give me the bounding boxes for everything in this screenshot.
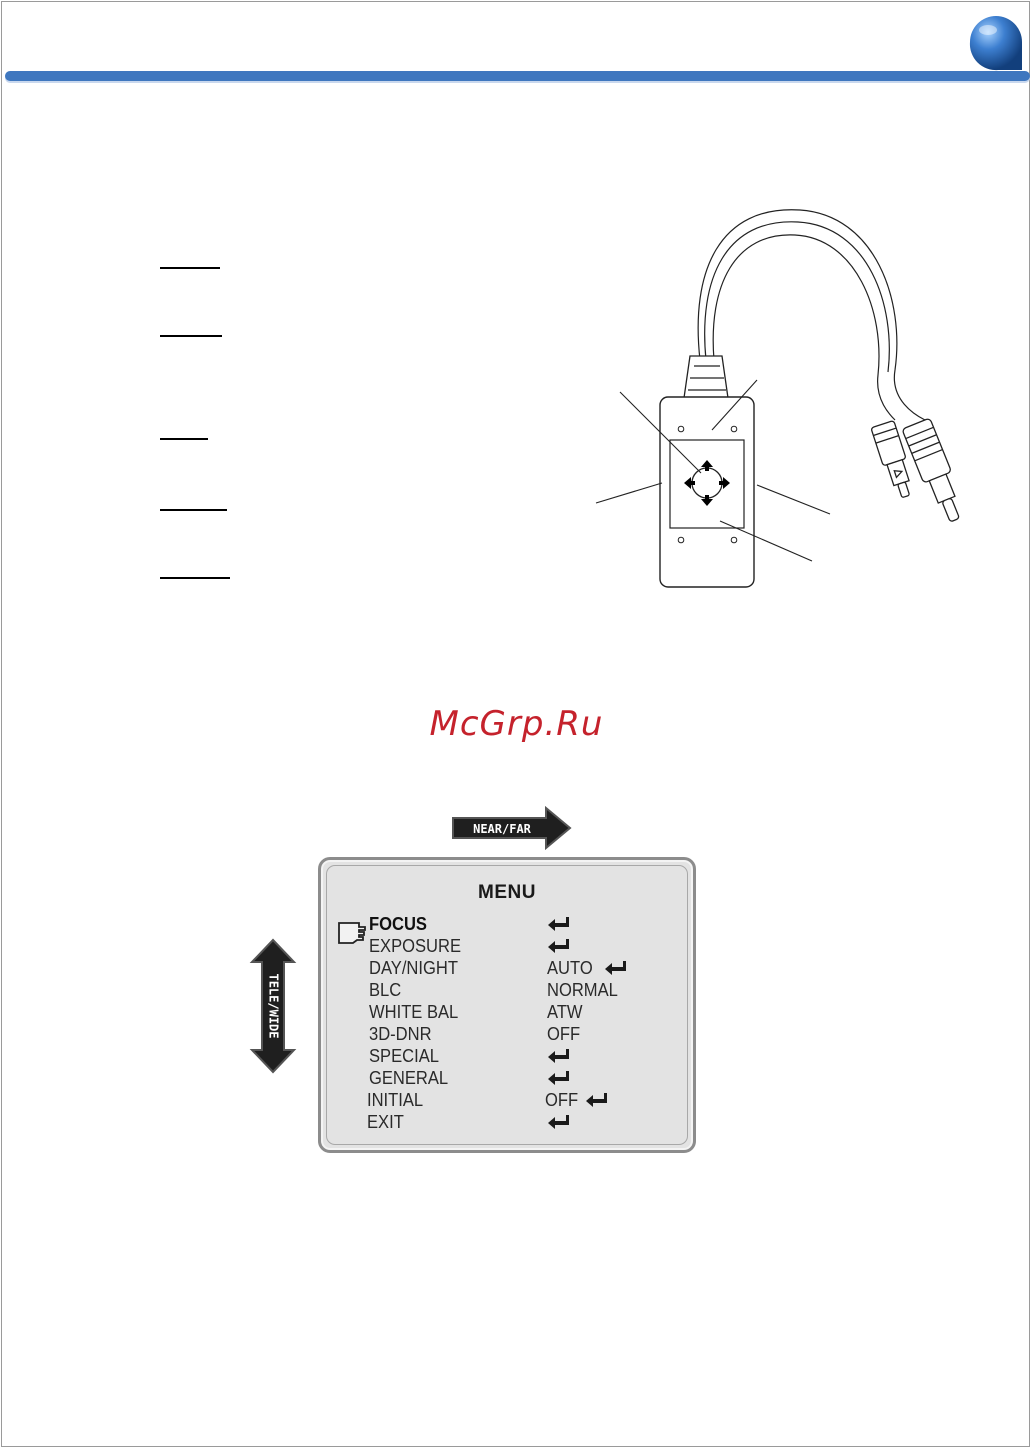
menu-row-white-bal[interactable] <box>321 1002 693 1024</box>
menu-row-label: EXPOSURE <box>369 936 462 956</box>
enter-icon <box>585 1092 609 1108</box>
menu-row-label: FOCUS <box>369 914 427 934</box>
menu-row-value: OFF <box>545 1090 579 1110</box>
menu-row-initial[interactable] <box>321 1090 693 1112</box>
tele-wide-label: TELE/WIDE <box>266 973 281 1039</box>
menu-row-3d-dnr[interactable] <box>321 1024 693 1046</box>
menu-row-label: EXIT <box>367 1112 404 1132</box>
menu-row-special[interactable] <box>321 1046 693 1068</box>
menu-row-value: AUTO <box>547 958 593 978</box>
menu-row-value: OFF <box>547 1024 581 1044</box>
enter-icon <box>604 960 628 976</box>
near-far-label: NEAR/FAR <box>473 822 531 836</box>
menu-row-focus[interactable] <box>321 914 693 936</box>
menu-row-value: ATW <box>547 1002 583 1022</box>
menu-row-label: INITIAL <box>367 1090 424 1110</box>
osd-menu-panel <box>318 857 696 1153</box>
enter-icon <box>547 938 571 954</box>
menu-row-label: GENERAL <box>369 1068 449 1088</box>
label-underline-1 <box>160 267 220 269</box>
logo-sphere-icon <box>964 12 1028 72</box>
menu-row-day-night[interactable] <box>321 958 693 980</box>
label-underline-2 <box>160 335 222 337</box>
menu-row-label: 3D-DNR <box>369 1024 432 1044</box>
label-underline-5 <box>160 577 230 579</box>
enter-icon <box>547 916 571 932</box>
label-underline-3 <box>160 438 208 440</box>
menu-row-label: BLC <box>369 980 402 1000</box>
menu-row-blc[interactable] <box>321 980 693 1002</box>
menu-row-label: DAY/NIGHT <box>369 958 458 978</box>
menu-row-general[interactable] <box>321 1068 693 1090</box>
enter-icon <box>547 1114 571 1130</box>
osd-menu-title: MENU <box>478 882 536 903</box>
menu-row-label: SPECIAL <box>369 1046 439 1066</box>
near-far-arrow-icon <box>450 806 574 850</box>
header-bar <box>5 71 1030 81</box>
tele-wide-arrow-icon <box>248 938 298 1074</box>
menu-row-exposure[interactable] <box>321 936 693 958</box>
menu-row-value: NORMAL <box>547 980 618 1000</box>
joystick-controller-illustration <box>580 195 1000 595</box>
watermark-text: McGrp.Ru <box>429 704 604 744</box>
menu-row-exit[interactable] <box>321 1112 693 1134</box>
enter-icon <box>547 1070 571 1086</box>
menu-row-label: WHITE BAL <box>369 1002 459 1022</box>
label-underline-4 <box>160 509 227 511</box>
enter-icon <box>547 1048 571 1064</box>
